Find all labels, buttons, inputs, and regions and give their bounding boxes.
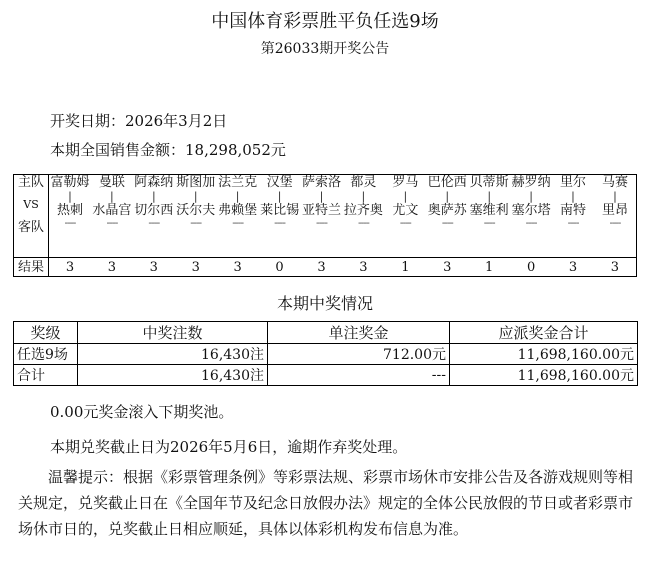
- match-column: [426, 175, 468, 257]
- results-cell: [49, 258, 637, 277]
- vs-mark: |: [193, 190, 198, 203]
- vs-mark: |: [445, 190, 450, 203]
- home-team: 马赛: [601, 175, 628, 190]
- dash-mark: ----: [609, 216, 621, 229]
- result-label: 结果: [14, 258, 49, 277]
- match-result: 3: [443, 259, 452, 275]
- away-team: 尤文: [392, 203, 419, 218]
- prize-header-row: [14, 322, 638, 344]
- away-team: 奥萨苏: [427, 203, 467, 218]
- home-team: 法兰克: [218, 175, 258, 190]
- match-column: [175, 175, 217, 257]
- prize-section-title: 本期中奖情况: [276, 294, 373, 313]
- issue-subtitle: 第26033期开奖公告: [260, 41, 390, 57]
- away-team: 亚特兰: [301, 203, 341, 218]
- match-column: [510, 175, 552, 257]
- teams-row: [49, 175, 636, 257]
- match-column: [594, 175, 636, 257]
- away-team: 热刺: [56, 203, 83, 218]
- sales-amount: 本期全国销售金额：18,298,052元: [50, 141, 286, 159]
- vs-mark: |: [403, 190, 408, 203]
- dash-mark: ----: [274, 216, 285, 229]
- vs-mark: |: [487, 190, 492, 203]
- table-row: [14, 344, 638, 365]
- away-team: 塞尔塔: [511, 203, 551, 218]
- winner-count: 16,430注: [78, 365, 268, 386]
- match-column: [342, 175, 384, 257]
- match-result: 3: [317, 259, 326, 275]
- match-result: 3: [107, 259, 117, 275]
- vs-mark: |: [319, 190, 324, 203]
- announcement-title: 中国体育彩票胜平负任选9场: [211, 11, 439, 32]
- results-row: [49, 260, 636, 275]
- match-result: 0: [275, 259, 284, 275]
- home-team: 曼联: [98, 175, 125, 190]
- vs-mark: |: [571, 190, 575, 203]
- match-result: 3: [610, 259, 620, 275]
- match-result: 3: [233, 259, 242, 275]
- dash-mark: ----: [441, 216, 453, 229]
- vs-mark: |: [613, 190, 617, 203]
- away-team: 水晶宫: [92, 203, 132, 218]
- unit-prize: 712.00元: [268, 344, 450, 365]
- header-unit-prize: 单注奖金: [268, 322, 450, 344]
- match-result: 1: [401, 259, 410, 275]
- match-column: [384, 175, 426, 257]
- home-team: 赫罗纳: [511, 175, 551, 190]
- home-team: 汉堡: [266, 175, 293, 190]
- match-column: [468, 175, 510, 257]
- rollover-text: 0.00元奖金滚入下期奖池。: [50, 403, 234, 421]
- vs-mark: |: [277, 190, 282, 203]
- away-team: 拉齐奥: [343, 203, 383, 218]
- away-team: 切尔西: [134, 203, 174, 218]
- vs-mark: |: [235, 190, 240, 203]
- match-column: [217, 175, 259, 257]
- vs-mark: |: [151, 190, 156, 203]
- dash-mark: ----: [190, 216, 202, 229]
- winner-count: 16,430注: [78, 344, 268, 365]
- match-column: [301, 175, 343, 257]
- matches-table: [13, 174, 637, 277]
- match-result: 3: [65, 259, 75, 275]
- home-team: 萨索洛: [301, 175, 341, 190]
- deadline-text: 本期兑奖截止日为2026年5月6日，逾期作弃奖处理。: [50, 438, 408, 456]
- unit-prize: ---: [268, 365, 450, 386]
- away-team: 里昂: [601, 203, 628, 218]
- away-team: 南特: [560, 203, 587, 218]
- away-team: 沃尔夫: [176, 203, 216, 218]
- total-prize: 11,698,160.00元: [450, 344, 638, 365]
- home-team: 富勒姆: [50, 175, 90, 190]
- prize-table: [13, 321, 638, 386]
- dash-mark: ----: [316, 216, 327, 229]
- home-team: 都灵: [350, 175, 377, 190]
- vs-mark: |: [110, 190, 114, 203]
- dash-mark: ----: [483, 216, 495, 229]
- match-column: [91, 175, 133, 257]
- vs-label: VS: [23, 198, 39, 211]
- match-result: 1: [485, 259, 494, 275]
- dash-mark: ----: [232, 216, 244, 229]
- dash-mark: ----: [399, 216, 411, 229]
- away-team: 弗赖堡: [218, 203, 258, 218]
- header-level: 奖级: [14, 322, 78, 344]
- dash-mark: ----: [567, 216, 579, 229]
- away-team: 莱比锡: [260, 203, 300, 218]
- dash-mark: ----: [64, 216, 76, 229]
- vs-mark: |: [529, 190, 533, 203]
- home-team: 贝蒂斯: [469, 175, 509, 190]
- home-team: 罗马: [392, 175, 419, 190]
- match-column: [259, 175, 301, 257]
- vs-mark: |: [68, 190, 72, 203]
- dash-mark: ----: [525, 216, 537, 229]
- home-team: 斯图加: [176, 175, 216, 190]
- match-column: [133, 175, 175, 257]
- vs-mark: |: [361, 190, 366, 203]
- prize-level: 合计: [14, 365, 78, 386]
- away-label: 客队: [17, 220, 44, 235]
- dash-mark: ----: [106, 216, 118, 229]
- header-winners: 中奖注数: [78, 322, 268, 344]
- match-result: 3: [149, 259, 158, 275]
- dash-mark: ----: [357, 216, 369, 229]
- match-column: [552, 175, 594, 257]
- table-row: [14, 365, 638, 386]
- match-result: 3: [359, 259, 368, 275]
- match-result: 0: [526, 259, 536, 275]
- teams-cell: [49, 175, 637, 258]
- dash-mark: ----: [148, 216, 160, 229]
- match-result: 3: [191, 259, 200, 275]
- home-team: 巴伦西: [427, 175, 467, 190]
- away-team: 塞维利: [469, 203, 509, 218]
- prize-level: 任选9场: [14, 344, 78, 365]
- total-prize: 11,698,160.00元: [450, 365, 638, 386]
- row-labels: [14, 175, 49, 258]
- home-label: 主队: [17, 175, 44, 190]
- notice-text: 温馨提示：根据《彩票管理条例》等彩票法规、彩票市场休市安排公告及各游戏规则等相关规定，兑奖截止日在《全国年节及纪念日放假办法》规定的全体公民放假的节日或者彩票市场休市日的，兑奖截止日相应顺延，具体以体彩机构发布信息为准。: [18, 468, 634, 538]
- match-result: 3: [568, 259, 578, 275]
- home-team: 阿森纳: [134, 175, 174, 190]
- draw-date: 开奖日期：2026年3月2日: [50, 112, 228, 130]
- home-team: 里尔: [560, 175, 587, 190]
- header-total-prize: 应派奖金合计: [450, 322, 638, 344]
- match-column: [49, 175, 91, 257]
